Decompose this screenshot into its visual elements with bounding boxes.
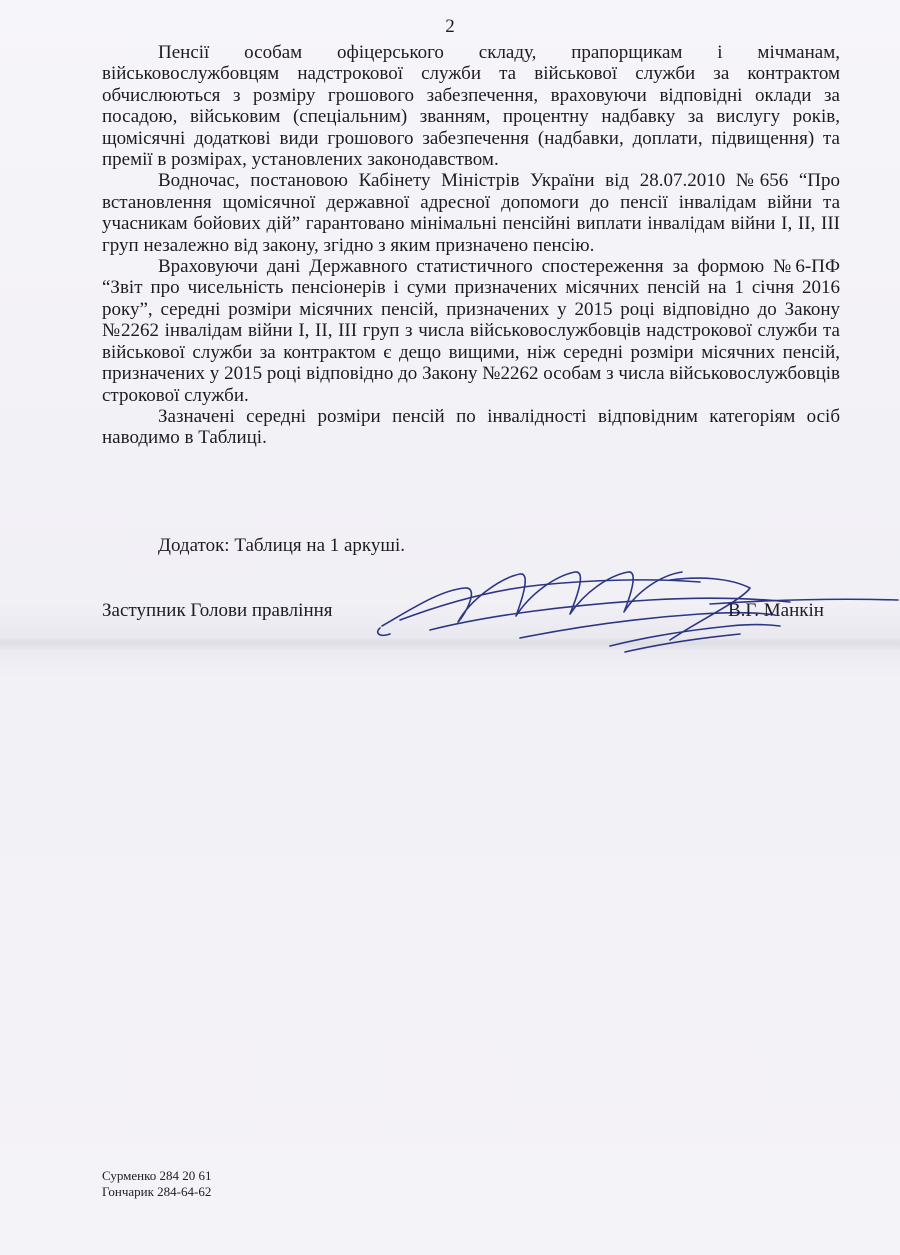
letter-body bbox=[102, 42, 840, 449]
contact-list bbox=[102, 1168, 212, 1199]
appendix-note: Додаток: Таблиця на 1 аркуші. bbox=[158, 535, 406, 556]
paragraph-government-resolution: Водночас, постановою Кабінету Міністрів України від 28.07.2010 №656 “Про встановлення щомісячної державної адресної допомоги до пенсії інвалідам війни та учасникам бойових дій” гарантовано мінімальні пенсійні виплати інвалідам війни І, ІІ, ІІІ груп незалежно від закону, згідно з яким призначено пенсію. bbox=[102, 170, 840, 256]
contact-line: Сурменко 284 20 61 bbox=[102, 1168, 212, 1183]
paragraph-table-reference: Зазначені середні розміри пенсій по інвалідності відповідним категоріям осіб наводимо в Таблиці. bbox=[102, 405, 840, 449]
signer-name: В.Г. Манкін bbox=[728, 600, 824, 621]
contact-line: Гончарик 284-64-62 bbox=[102, 1183, 212, 1199]
page-number: 2 bbox=[445, 16, 455, 37]
signer-position: Заступник Голови правління bbox=[102, 600, 333, 621]
paragraph-statistics: Враховуючи дані Державного статистичного спостереження за формою №6-ПФ “Звіт про чисельність пенсіонерів і суми призначених місячних пенсій на 1 січня 2016 року”, середні розміри місячних пенсій, призначених у 2015 році відповідно до Закону №2262 інвалідам війни І, ІІ, ІІІ груп з числа військовослужбовців надстрокової служби та військової служби за контрактом є дещо вищими, ніж середні розміри місячних пенсій, призначених у 2015 році відповідно до Закону №2262 особам з числа військовослужбовців строкової служби. bbox=[102, 256, 840, 406]
paragraph-pension-calculation: Пенсії особам офіцерського складу, прапорщикам і мічманам, військовослужбовцям надстрокової служби та військової служби за контрактом обчислюються з розміру грошового забезпечення, враховуючи відповідні оклади за посадою, військовим (спеціальним) званням, процентну надбавку за вислугу років, щомісячні додаткові види грошового забезпечення (надбавки, доплати, підвищення) та премії в розмірах, установлених законодавством. bbox=[102, 42, 840, 171]
